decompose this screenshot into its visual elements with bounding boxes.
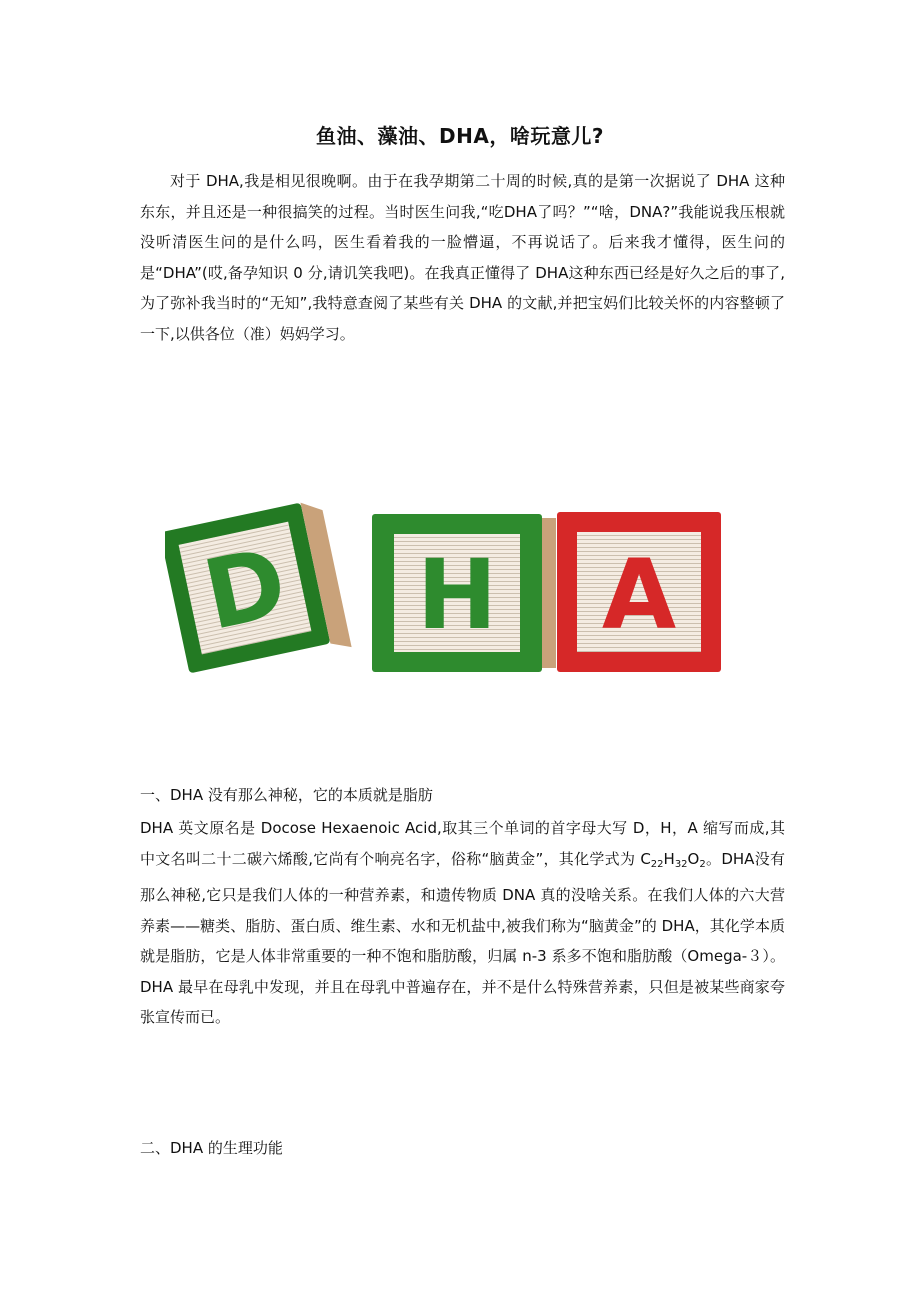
section1-heading: 一、DHA 没有那么神秘，它的本质就是脂肪: [140, 786, 433, 804]
block-letter-d: D: [194, 525, 296, 653]
section1-body: [140, 813, 785, 1033]
dha-blocks-image: [165, 488, 725, 678]
page-title: 鱼油、藻油、DHA，啥玩意儿?: [316, 124, 604, 148]
section2-heading: 二、DHA 的生理功能: [140, 1139, 283, 1157]
block-letter-a: A: [601, 539, 677, 651]
block-a: [557, 512, 721, 672]
section1-text-d: 。DHA没有那么神秘,它只是我们人体的一种营养素，和遗传物质 DNA 真的没啥关系。在我们人体的六大营养素——糖类、脂肪、蛋白质、维生素、水和无机盐中,被我们称为“脑黄金”的 DHA，其化学本质就是脂肪，它是人体非常重要的一种不饱和脂肪酸，归属 n-3 系多不饱和脂肪酸（Omega-３）。DHA 最早在母乳中发现，并且在母乳中普遍存在，并不是什么特殊营养素，只但是被某些商家夸张宣传而已。: [140, 849, 785, 1026]
intro-paragraph: 对于 DHA,我是相见很晚啊。由于在我孕期第二十周的时候,真的是第一次据说了 DHA 这种东东，并且还是一种很搞笑的过程。当时医生问我,“吃DHA了吗？”“啥，DNA?”我能说我压根就没听清医生问的是什么吗，医生看着我的一脸懵逼，不再说话了。后来我才懂得，医生问的是“DHA”(哎,备孕知识 0 分,请讥笑我吧)。在我真正懂得了 DHA这种东西已经是好久之后的事了,为了弥补我当时的“无知”,我特意查阅了某些有关 DHA 的文献,并把宝妈们比较关怀的内容整顿了一下,以供各位（准）妈妈学习。: [140, 172, 785, 343]
block-letter-h: H: [416, 539, 498, 651]
formula-sub-o: 2: [699, 858, 706, 870]
section1-text-b: H: [663, 849, 675, 868]
block-h: [372, 514, 556, 672]
formula-sub-h: 32: [674, 858, 688, 870]
section1-text-a: DHA 英文原名是 Docose Hexaenoic Acid,取其三个单词的首字母大写 D，H，A 缩写而成,其中文名叫二十二碳六烯酸,它尚有个响亮名字，俗称“脑黄金”，其化学式为 C: [140, 819, 785, 868]
section1-text-c: O: [687, 849, 700, 868]
block-d: [165, 498, 352, 678]
formula-sub-c: 22: [650, 858, 664, 870]
